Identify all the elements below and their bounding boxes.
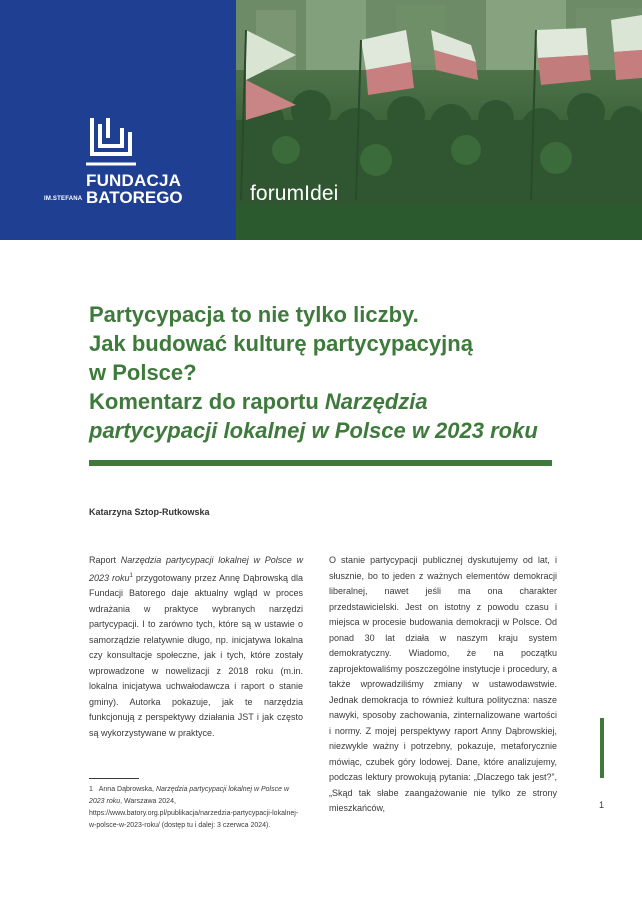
footnote-ref[interactable]: 1: [129, 572, 133, 579]
body-column-left: [89, 553, 303, 741]
org-name-line1: FUNDACJA: [86, 171, 182, 190]
footnote: [89, 784, 303, 832]
page-number: 1: [599, 800, 605, 810]
header-logo-panel: [0, 0, 236, 240]
author-name: Katarzyna Sztop-Rutkowska: [89, 507, 210, 517]
title-divider: [89, 460, 552, 466]
footnote-source: , Warszawa 2024, https://www.batory.org.pl/publikacja/narzedzia-partycypacji-lokalnej-w-polsce-w-2023-roku/ (dostęp tu i dalej: 3 czerwca 2024).: [89, 798, 299, 829]
right-column-text: O stanie partycypacji publicznej dyskutujemy od lat, i słusznie, bo to jeden z ważnych elementów demokracji liberalnej, nawet jeśli ma ona charakter przedstawicielski. Jest on istotny z powodu czasu i miejsca w procesie budowania demokracji w Polsce. Od ponad 30 lat działa w naszym kraju system demokratyczny. Wiadomo, że na początku zaprojektowaliśmy poszczególne instytucje i procedury, a także wprowadziliśmy zmiany w ustawodawstwie. Jednak demokracja to również kultura polityczna: nasze nawyki, sposoby zachowania, zinternalizowane wartości i normy. Z mojej perspektywy raport Anny Dąbrowskiej, niezwykle ważny i potrzebny, pokazuje, metaforycznie mówiąc, czubek góry lodowej. Dane, które analizujemy, podczas lektury prowokują pytania: „Dlaczego tak jest?”, „Skąd tak słabe zaangażowanie nie tylko ze strony mieszkańców,: [329, 555, 557, 813]
foundation-logo-icon: [86, 114, 136, 170]
intro-prefix: Raport: [89, 555, 121, 565]
title-line: w Polsce?: [89, 360, 197, 385]
title-line: Jak budować kulturę partycypacyjną: [89, 331, 473, 356]
header-photo: [236, 0, 642, 240]
title-line: Partycypacja to nie tylko liczby.: [89, 302, 419, 327]
footnote-title: Narzędzia partycypacji lokalnej w Polsce w 2023 roku: [89, 786, 290, 805]
intro-text: przygotowany przez Annę Dąbrowską dla Fundacji Batorego daje aktualny wgląd w proces wdrażania w praktyce wybranych narzędzi partycypacji. I to zarówno tych, które są w ustawie o samorządzie relatywnie długo, np. inicjatywa lokalna czy konsultacje społeczne, jak i tych, które zostały wprowadzone w nowelizacji z 2018 roku (m.in. lokalna inicjatywa uchwałodawcza i raport o stanie gminy). Autorka pokazuje, jak te narzędzia funkcjonują z perspektywy działania JST i jak często są wykorzystywane w praktyce.: [89, 572, 304, 738]
series-band: [236, 205, 642, 240]
series-label: forumIdei: [250, 182, 339, 205]
title-report-name-cont: partycypacji lokalnej w Polsce w 2023 roku: [89, 418, 538, 443]
org-name-line2: BATOREGO: [86, 188, 183, 207]
footnote-author: Anna Dąbrowska,: [98, 786, 156, 793]
side-accent-bar: [600, 718, 604, 778]
title-line: [89, 416, 569, 445]
intro-report-title: Narzędzia partycypacji lokalnej w Polsce w 2023 roku: [89, 555, 303, 583]
title-subtitle-prefix: Komentarz do raportu: [89, 389, 325, 414]
title-report-name: Narzędzia: [324, 389, 428, 414]
title-line: [89, 387, 569, 416]
footnote-divider: [89, 778, 139, 779]
page-title: [89, 300, 569, 445]
body-column-right: [329, 553, 557, 817]
org-name-prefix: IM.STEFANA: [44, 196, 83, 202]
footnote-number: 1: [89, 786, 93, 793]
